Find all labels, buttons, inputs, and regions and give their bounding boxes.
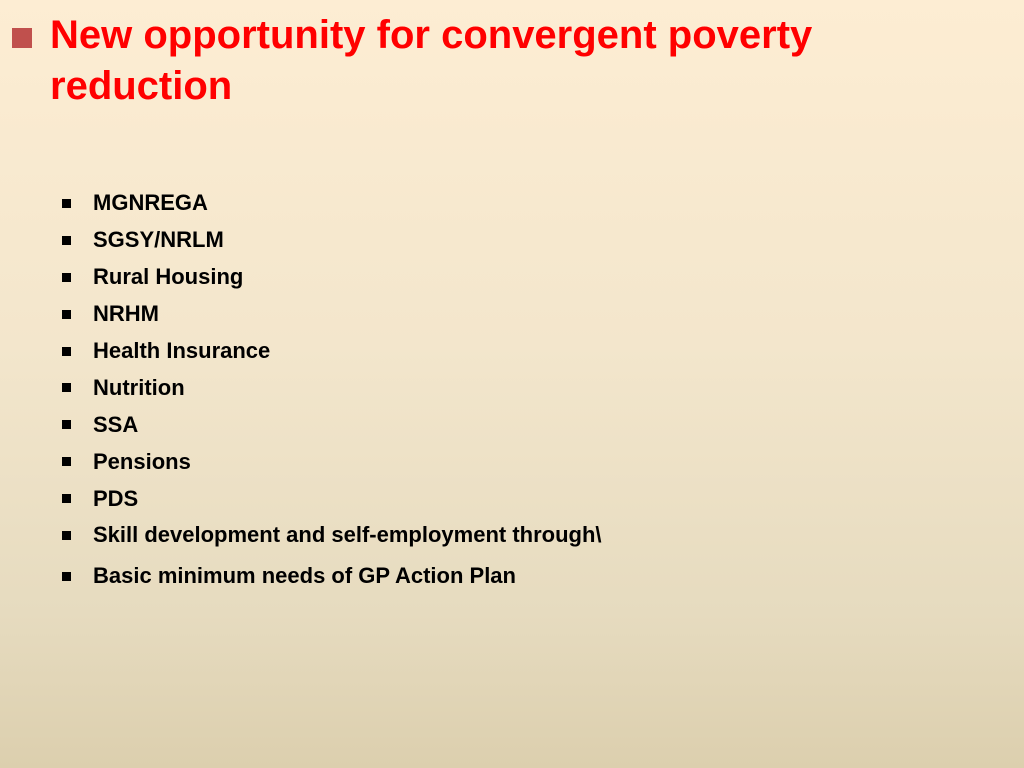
list-item-label: MGNREGA [93, 190, 208, 216]
slide-title: New opportunity for convergent poverty reduction [50, 13, 813, 108]
list-item [62, 333, 602, 370]
slide-title-row [12, 10, 972, 112]
list-item [62, 480, 602, 517]
square-bullet-icon [62, 347, 71, 356]
square-bullet-icon [12, 28, 32, 48]
list-item [62, 185, 602, 222]
bullet-list [62, 185, 602, 595]
square-bullet-icon [62, 199, 71, 208]
list-item [62, 443, 602, 480]
list-item-label: Rural Housing [93, 264, 244, 290]
square-bullet-icon [62, 531, 71, 540]
list-item-label: SGSY/NRLM [93, 227, 224, 253]
list-item [62, 517, 602, 554]
list-item-label: PDS [93, 485, 139, 511]
list-item-label: NRHM [93, 301, 159, 327]
list-item [62, 369, 602, 406]
list-item-label: SSA [93, 411, 139, 437]
square-bullet-icon [62, 457, 71, 466]
list-item-label: Pensions [93, 448, 191, 474]
square-bullet-icon [62, 494, 71, 503]
list-item-label: Basic minimum needs of GP Action Plan [93, 563, 516, 589]
list-item [62, 222, 602, 259]
list-item-label: Nutrition [93, 374, 185, 400]
square-bullet-icon [62, 310, 71, 319]
list-item-label: Skill development and self-employment through\ [93, 522, 602, 548]
list-item-label: Health Insurance [93, 338, 271, 363]
square-bullet-icon [62, 273, 71, 282]
square-bullet-icon [62, 420, 71, 429]
list-item [62, 406, 602, 443]
list-item [62, 296, 602, 333]
list-item [62, 558, 602, 595]
square-bullet-icon [62, 236, 71, 245]
square-bullet-icon [62, 383, 71, 392]
list-item [62, 259, 602, 296]
square-bullet-icon [62, 572, 71, 581]
